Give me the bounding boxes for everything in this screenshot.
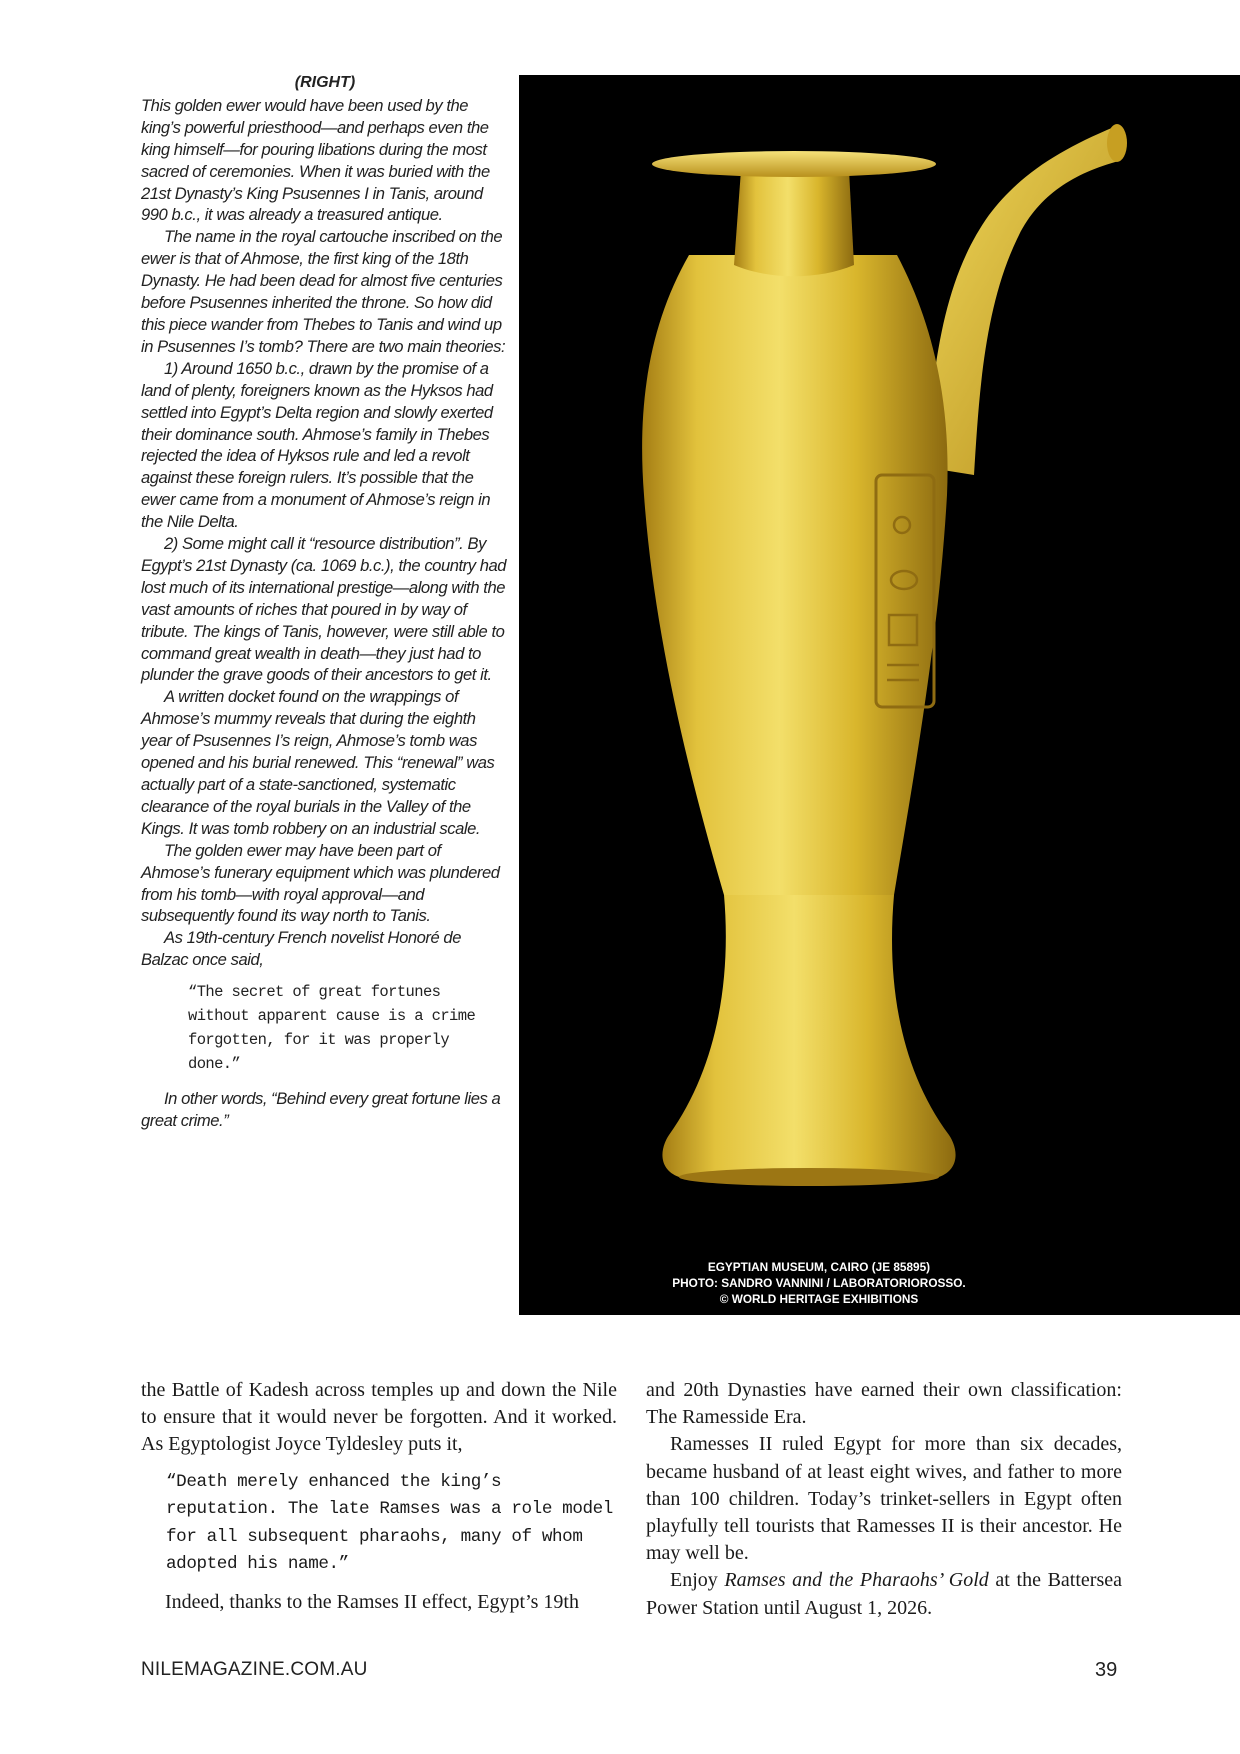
caption-paragraph: 1) Around 1650 b.c., drawn by the promise of a land of plenty, foreigners known as the Hyksos had settled into Egypt’s Delta region and slowly exerted their dominance south. Ahmose’s family in Thebes rejected the idea of Hyksos rule and led a revolt against these foreign rulers. It’s possible that the ewer came from a monument of Ahmose’s reign in the Nile Delta. [141,358,493,532]
caption-label: (RIGHT) [294,74,356,91]
caption-sidebar [141,72,509,1132]
caption-paragraph: A written docket found on the wrappings of Ahmose’s mummy reveals that during the eighth year of Psusennes I’s reign, Ahmose’s tomb was opened and his burial renewed. This “renewal” was actually part of a state-sanctioned, systematic clearance of the royal burials in the Valley of the Kings. It was tomb robbery on an industrial scale. [141,687,495,838]
caption-paragraph: In other words, “Behind every great fortune lies a great crime.” [141,1089,501,1131]
body-paragraph: Indeed, thanks to the Ramses II effect, Egypt’s 19th [165,1590,579,1613]
foot-base [679,1168,939,1186]
credit-line: © WORLD HERITAGE EXHIBITIONS [719,1292,919,1306]
spout-tip [1107,124,1127,162]
credit-line: EGYPTIAN MUSEUM, CAIRO (JE 85895) [707,1260,931,1274]
balzac-quote: “The secret of great fortunes without apparent cause is a crime forgotten, for it was properly done.” [188,983,476,1074]
credit-line: PHOTO: SANDRO VANNINI / LABORATORIOROSSO. [672,1276,966,1290]
body-paragraph [646,1567,1122,1621]
page-number: 39 [1095,1659,1118,1681]
caption-paragraph: This golden ewer would have been used by the king’s powerful priesthood—and perhaps even the king himself—for pouring libations during the most sacred of ceremonies. When it was buried with the 21st Dynasty’s King Psusennes I in Tanis, around 990 b.c., it was already a treasured antique. [141,95,490,225]
body-column-right [646,1377,1122,1622]
caption-paragraph: The golden ewer may have been part of Ahmose’s funerary equipment which was plundered from his tomb—with royal approval—and subsequently found its way north to Tanis. [141,840,500,926]
tyldesley-quote: “Death merely enhanced the king’s reputation. The late Ramses was a role model for all subsequent pharaohs, many of whom adopted his name.” [166,1471,613,1575]
caption-paragraph: The name in the royal cartouche inscribed on the ewer is that of Ahmose, the first king of the 18th Dynasty. He had been dead for almost five centuries before Psusennes inherited the throne. So how did this piece wander from Thebes to Tanis and wind up in Psusennes I’s tomb? There are two main theories: [141,227,506,356]
body-text: Enjoy [670,1569,725,1592]
body-column-left [141,1377,617,1616]
golden-ewer-illustration [519,75,1240,1315]
photo-credit [519,1259,1119,1307]
body-paragraph: Ramesses II ruled Egypt for more than six decades, became husband of at least eight wives, and father to more than 100 children. Today’s trinket-sellers in Egypt often playfully tell tourists that Ramesses II is their ancestor. He may well be. [646,1433,1122,1565]
ewer-rim [652,151,936,177]
body-paragraph: and 20th Dynasties have earned their own classification: The Ramesside Era. [646,1379,1122,1429]
ewer-neck [734,170,854,276]
ewer-foot [662,895,955,1177]
golden-ewer-photo [519,75,1240,1315]
exhibition-title: Ramses and the Pharaohs’ Gold [724,1569,989,1592]
footer-site-link[interactable]: NILEMAGAZINE.COM.AU [141,1659,368,1680]
caption-paragraph: 2) Some might call it “resource distribution”. By Egypt’s 21st Dynasty (ca. 1069 b.c.), the country had lost much of its international prestige—along with the vast amounts of riches that poured in by way of tribute. The kings of Tanis, however, were still able to command great wealth in death—they just had to plunder the grave goods of their ancestors to get it. [141,534,507,685]
body-text: at the Battersea Power Station until August 1, 2026. [646,1569,1122,1619]
spout [924,127,1119,475]
body-paragraph: the Battle of Kadesh across temples up and down the Nile to ensure that it would never be forgotten. And it worked. As Egyptologist Joyce Tyldesley puts it, [141,1379,617,1456]
ewer-body [642,255,947,895]
caption-paragraph: As 19th-century French novelist Honoré de Balzac once said, [141,928,461,970]
